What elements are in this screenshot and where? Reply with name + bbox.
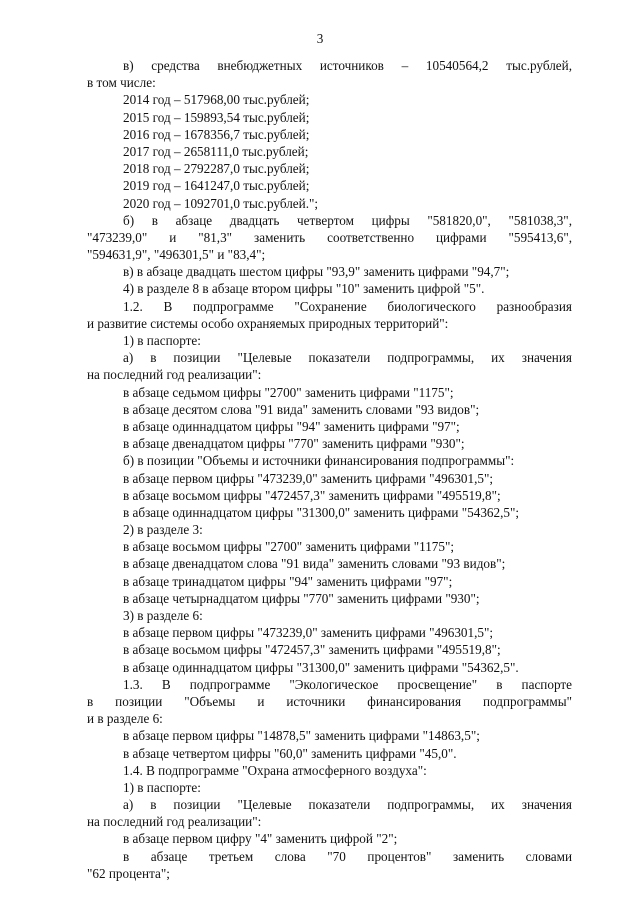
text-line: в абзаце двенадцатом слова "91 вида" заменить словами "93 видов"; bbox=[123, 556, 506, 572]
text-line: в абзаце первом цифру "4" заменить цифрой "2"; bbox=[123, 831, 398, 847]
text-line: на последний год реализации": bbox=[87, 814, 262, 830]
text-line: в абзаце восьмом цифры "2700" заменить цифрами "1175"; bbox=[123, 539, 455, 555]
text-line: в абзаце тринадцатом цифры "94" заменить цифрами "97"; bbox=[123, 573, 453, 589]
text-line: в позиции "Объемы и источники финансирования подпрограммы" bbox=[87, 693, 572, 709]
text-line: а) в позиции "Целевые показатели подпрограммы, их значения bbox=[123, 350, 572, 366]
text-line: на последний год реализации": bbox=[87, 367, 262, 383]
text-line: 2014 год – 517968,00 тыс.рублей; bbox=[123, 92, 310, 108]
document-body bbox=[87, 57, 572, 882]
text-line: 2015 год – 159893,54 тыс.рублей; bbox=[123, 109, 310, 125]
text-line: 2) в разделе 3: bbox=[123, 522, 203, 538]
text-line: в том числе: bbox=[87, 75, 156, 91]
text-line: 1.4. В подпрограмме "Охрана атмосферного воздуха": bbox=[123, 762, 427, 778]
text-line: 2018 год – 2792287,0 тыс.рублей; bbox=[123, 161, 310, 177]
text-line: в абзаце одиннадцатом цифры "31300,0" заменить цифрами "54362,5"; bbox=[123, 504, 520, 520]
page-number: 3 bbox=[316, 31, 324, 46]
text-line: в абзаце третьем слова "70 процентов" заменить словами bbox=[123, 848, 572, 864]
text-line: 1.3. В подпрограмме "Экологическое просвещение" в паспорте bbox=[123, 676, 572, 692]
text-line: 1) в паспорте: bbox=[123, 779, 201, 795]
text-line: и развитие системы особо охраняемых природных территорий": bbox=[87, 315, 449, 331]
text-line: в абзаце десятом слова "91 вида" заменить словами "93 видов"; bbox=[123, 401, 480, 417]
text-line: в абзаце седьмом цифры "2700" заменить цифрами "1175"; bbox=[123, 384, 454, 400]
text-line: в абзаце восьмом цифры "472457,3" заменить цифрами "495519,8"; bbox=[123, 642, 501, 658]
text-line: б) в позиции "Объемы и источники финансирования подпрограммы": bbox=[123, 453, 515, 469]
text-line: в абзаце двенадцатом цифры "770" заменить цифрами "930"; bbox=[123, 436, 465, 452]
text-line: 2017 год – 2658111,0 тыс.рублей; bbox=[123, 143, 309, 159]
text-line: в абзаце восьмом цифры "472457,3" заменить цифрами "495519,8"; bbox=[123, 487, 501, 503]
text-line: а) в позиции "Целевые показатели подпрограммы, их значения bbox=[123, 797, 572, 813]
text-line: 4) в разделе 8 в абзаце втором цифры "10" заменить цифрой "5". bbox=[123, 281, 485, 297]
text-line: в абзаце первом цифры "473239,0" заменить цифрами "496301,5"; bbox=[123, 470, 494, 486]
text-line: и в разделе 6: bbox=[87, 711, 163, 727]
text-line: 2020 год – 1092701,0 тыс.рублей."; bbox=[123, 195, 319, 211]
text-line: 1.2. В подпрограмме "Сохранение биологического разнообразия bbox=[123, 298, 572, 314]
text-line: б) в абзаце двадцать четвертом цифры "581820,0", "581038,3", bbox=[123, 212, 572, 228]
text-line: в абзаце одиннадцатом цифры "94" заменить цифрами "97"; bbox=[123, 418, 460, 434]
text-line: "473239,0" и "81,3" заменить соответственно цифрами "595413,6", bbox=[87, 229, 572, 245]
text-line: в абзаце первом цифры "473239,0" заменить цифрами "496301,5"; bbox=[123, 625, 494, 641]
text-line: в абзаце одиннадцатом цифры "31300,0" заменить цифрами "54362,5". bbox=[123, 659, 519, 675]
text-line: 1) в паспорте: bbox=[123, 333, 201, 348]
text-line: в абзаце первом цифры "14878,5" заменить цифрами "14863,5"; bbox=[123, 728, 480, 744]
text-line: "594631,9", "496301,5" и "83,4"; bbox=[87, 247, 266, 263]
text-line: в абзаце четвертом цифры "60,0" заменить цифрами "45,0". bbox=[123, 745, 457, 761]
text-line: 3) в разделе 6: bbox=[123, 608, 203, 623]
text-line: 2019 год – 1641247,0 тыс.рублей; bbox=[123, 178, 310, 194]
text-line: в) в абзаце двадцать шестом цифры "93,9" заменить цифрами "94,7"; bbox=[123, 264, 510, 280]
text-line: "62 процента"; bbox=[87, 865, 170, 881]
text-line: в) средства внебюджетных источников – 10540564,2 тыс.рублей, bbox=[123, 58, 572, 73]
text-line: в абзаце четырнадцатом цифры "770" заменить цифрами "930"; bbox=[123, 590, 480, 606]
text-line: 2016 год – 1678356,7 тыс.рублей; bbox=[123, 126, 310, 142]
